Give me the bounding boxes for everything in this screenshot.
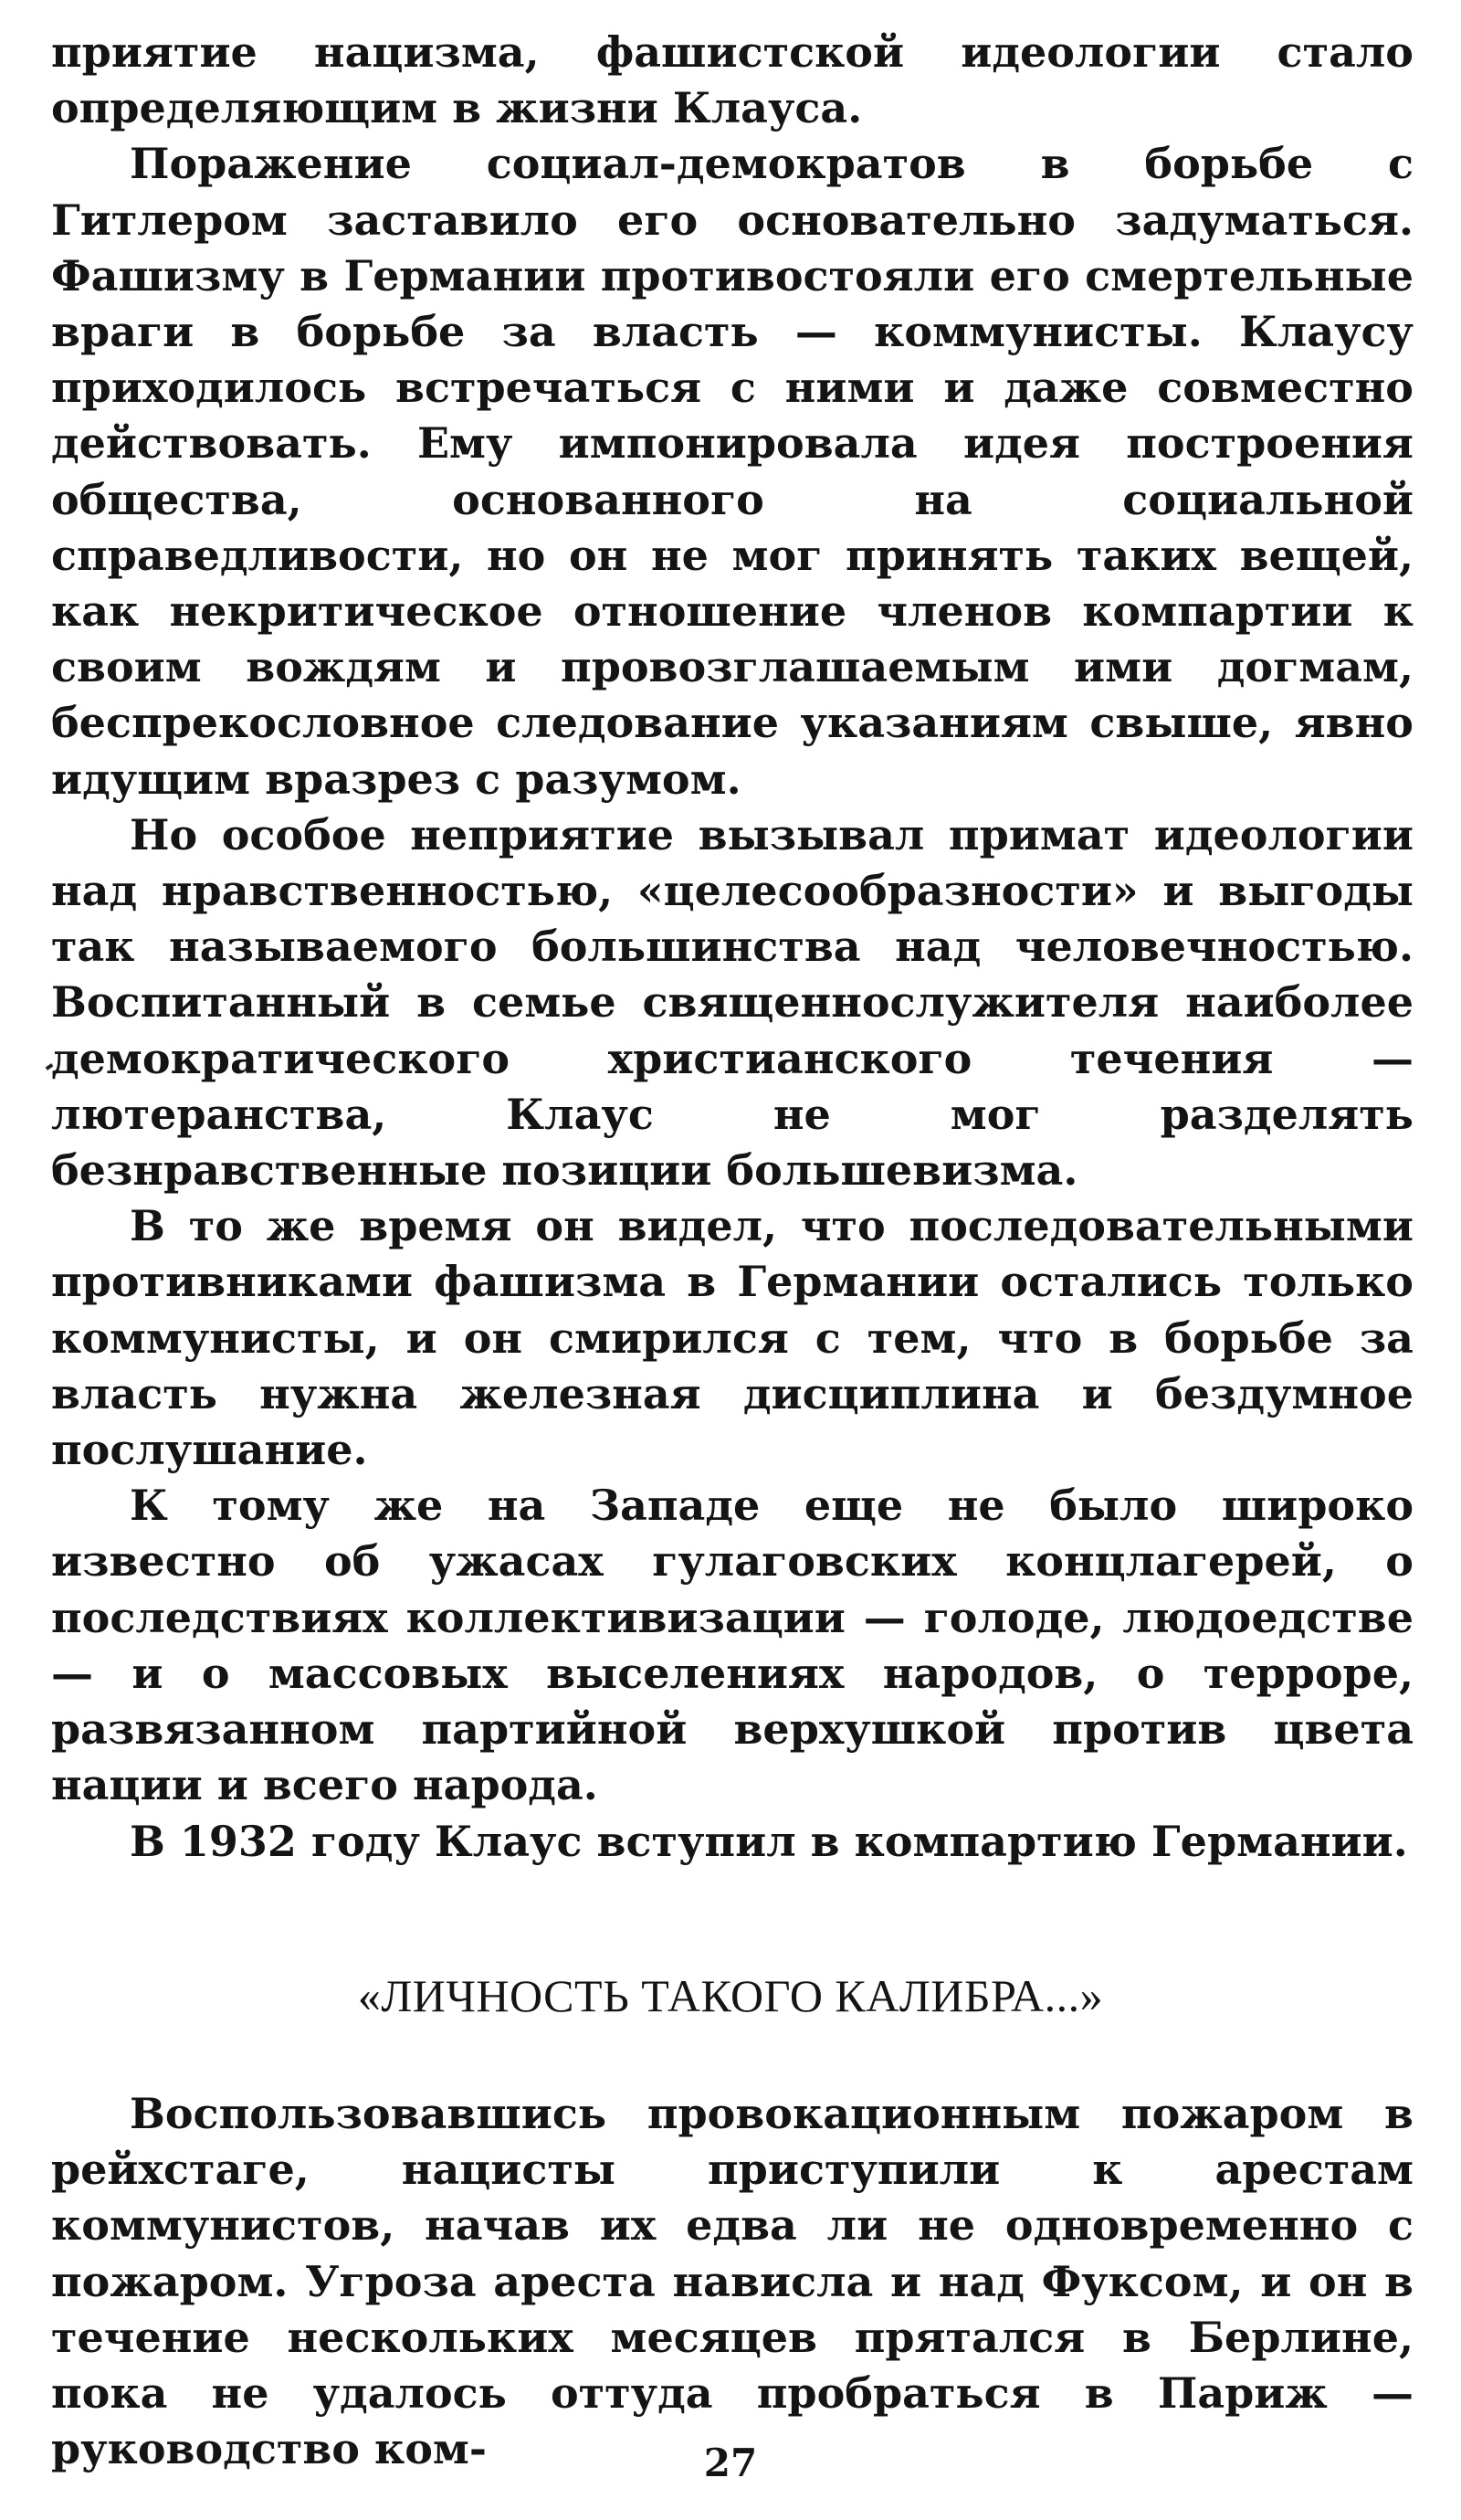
page-number: 27 bbox=[703, 2441, 758, 2485]
text-block-bottom bbox=[51, 2086, 1414, 2477]
section-heading: «ЛИЧНОСТЬ ТАКОГО КАЛИБРА...» bbox=[357, 1970, 1104, 2021]
paragraph: Поражение социал-демократов в борьбе с Гитлером заставило его основательно задуматься. Фашизму в Германии противостояли его смертельные враги в борьбе за власть — коммунисты. Клаусу приходилось встречаться с ними и даже совместно действовать. Ему импонировала идея построения общества, основанного на социальной справедливости, но он не мог принять таких вещей, как некритическое отношение членов компартии к своим вождям и провозглашаемым ими догмам, беспрекословное следование указаниям свыше, явно идущим вразрез с разумом. bbox=[51, 139, 1414, 804]
paragraph: В 1932 году Клаус вступил в компартию Германии. bbox=[130, 1816, 1408, 1866]
text-block-top bbox=[51, 25, 1414, 1870]
paragraph: Но особое неприятие вызывал примат идеологии над нравственностью, «целесообразности» и выгоды так называемого большинства над человечностью. Воспитанный в семье священнослужителя наиболее демократического христианского течения — лютеранства, Клаус не мог разделять безнравственные позиции большевизма. bbox=[51, 809, 1414, 1196]
paragraph: Воспользовавшись провокационным пожаром в рейхстаге, нацисты приступили к арестам коммунистов, начав их едва ли не одновременно с пожаром. Угроза ареста нависла и над Фуксом, и он в течение нескольких месяцев прятался в Берлине, пока не удалось оттуда пробраться в Париж — руководство ком- bbox=[51, 2089, 1414, 2474]
paragraph: В то же время он видел, что последовательными противниками фашизма в Германии остались только коммунисты, и он смирился с тем, что в борьбе за власть нужна железная дисциплина и бездумное послушание. bbox=[51, 1201, 1414, 1475]
paragraph-continued: приятие нацизма, фашистской идеологии стало определяющим в жизни Клауса. bbox=[51, 27, 1414, 133]
paragraph: К тому же на Западе еще не было широко известно об ужасах гулаговских концлагерей, о последствиях коллективизации — голоде, людоедстве — и о массовых выселениях народов, о терроре, развязанном партийной верхушкой против цвета нации и всего народа. bbox=[51, 1481, 1414, 1810]
